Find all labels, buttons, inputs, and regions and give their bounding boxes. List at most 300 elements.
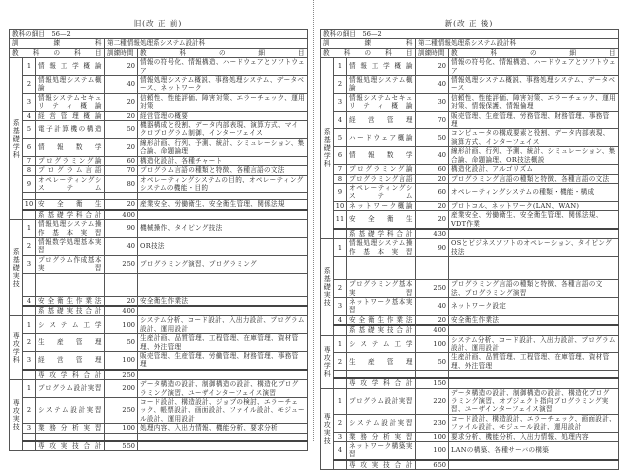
row-number: [23, 273, 36, 296]
curriculum-table: [320, 29, 619, 470]
section-group-label: 専攻学科: [10, 316, 23, 380]
total-label: 専攻実技合計: [36, 441, 105, 451]
table-row: [321, 353, 619, 371]
training-hours: 250: [416, 280, 449, 298]
subject-detail: プログラム言語の種類と特徴、各種言語の文法: [138, 166, 308, 175]
section-group-label: 系基礎実技: [321, 239, 334, 335]
subject-name: プログラム設計実習: [36, 380, 105, 398]
row-number: 2: [334, 414, 347, 432]
page-divider: [313, 0, 314, 441]
table-row: [321, 297, 619, 315]
subject-name: 安全衛生作業法: [347, 315, 416, 325]
total-label: 系基礎実技合計: [36, 306, 105, 316]
total-row: [321, 229, 619, 239]
subject-detail: [449, 378, 619, 388]
row-number: 3: [334, 93, 347, 111]
subject-detail: 販売管理、生産管理、労働管理、財務管理、事務管理: [138, 352, 308, 370]
row-number: 1: [334, 239, 347, 257]
total-label: 系基礎学科合計: [36, 210, 105, 220]
subject-name: [36, 433, 105, 441]
subject-detail: 販売管理、生産管理、労務管理、財務管理、事務管理: [449, 111, 619, 129]
subject-name: プログラミング論: [347, 165, 416, 174]
subject-name: 電子計算機の構造: [36, 121, 105, 139]
training-hours: [105, 193, 138, 200]
subject-name: ハードウェア概論: [347, 129, 416, 147]
row-number: 1: [334, 58, 347, 76]
row-number: 5: [334, 129, 347, 147]
table-row: [321, 111, 619, 129]
subject-detail: 機械操作、タイピング技法: [138, 220, 308, 238]
table-row: [10, 58, 308, 76]
row-number: 9: [334, 183, 347, 201]
subject-name: 情報数学: [36, 138, 105, 156]
table-row: [321, 335, 619, 353]
training-hours: 50: [416, 129, 449, 147]
table-row: [10, 121, 308, 139]
row-number: 1: [23, 220, 36, 238]
section-group-label: 系基礎実技: [10, 220, 23, 316]
table-row: [321, 280, 619, 298]
total-row: [10, 441, 308, 451]
table-row: [10, 255, 308, 273]
training-hours: 90: [416, 239, 449, 257]
training-hours: 220: [416, 388, 449, 414]
subject-detail: 経営管理の概要: [138, 111, 308, 120]
subject-name: 情報数学: [347, 147, 416, 165]
curriculum-table: [9, 29, 308, 451]
training-hours: 70: [416, 111, 449, 129]
row-number: 1: [23, 316, 36, 334]
course-row: [10, 39, 308, 48]
table-row: [10, 93, 308, 111]
subject-detail: 産業安全、労働衛生、安全衛生管理、関係法規: [138, 200, 308, 210]
course-name: 第二種情報処理系システム設計科: [416, 39, 619, 48]
subject-name: 生産管理: [347, 353, 416, 371]
training-hours: 20: [416, 201, 449, 210]
panel-title: 旧(改 正 前): [133, 19, 183, 28]
course-label: 訓 練 科: [321, 39, 416, 48]
subject-name: オペレーティングシステム: [36, 175, 105, 193]
row-number: 2: [334, 280, 347, 298]
subject-name: システム工学: [347, 335, 416, 353]
row-number: 3: [23, 255, 36, 273]
subject-detail: 線形計画、行列、予測、統計、シミュレーション、集合論、命題論理: [138, 138, 308, 156]
course-row: [321, 39, 619, 48]
row-number: 7: [23, 156, 36, 165]
subject-detail: [138, 273, 308, 296]
total-label: 系基礎実技合計: [347, 325, 416, 335]
subject-detail: [138, 441, 308, 451]
row-number: 11: [334, 211, 347, 229]
total-hours: 150: [416, 378, 449, 388]
total-row: [321, 460, 619, 470]
total-row: [10, 306, 308, 316]
table-row: [10, 352, 308, 370]
subject-detail: OR技法: [138, 237, 308, 255]
training-hours: 40: [416, 297, 449, 315]
subject-name: プログラム作成基本実習: [36, 255, 105, 273]
section-group-label: 専攻実技: [10, 380, 23, 451]
subject-detail: [138, 210, 308, 220]
training-hours: 40: [105, 237, 138, 255]
subject-detail: 情報の符号化、情報構造、ハードウェアとソフトウェア: [449, 58, 619, 76]
subject-name: システム設計実習: [347, 414, 416, 432]
section-group-label: 専攻実技: [321, 388, 334, 470]
header-subject: 教科の科目: [10, 48, 105, 57]
row-number: 8: [23, 166, 36, 175]
row-number: 1: [23, 58, 36, 76]
training-hours: 20: [105, 296, 138, 306]
subject-detail: 信頼性、性能評価、障害対策、エラーチェック、運用対策、情報保護、情報倫理: [449, 93, 619, 111]
subject-detail: [449, 371, 619, 379]
row-number: 3: [334, 432, 347, 441]
training-hours: 100: [105, 316, 138, 334]
subject-name: 情報システムセキュリティ概論: [36, 93, 105, 111]
subject-detail: 情報の符号化、情報構造、ハードウェアとソフトウェア: [138, 58, 308, 76]
header-row: [321, 48, 619, 57]
row-number: 1: [334, 388, 347, 414]
subject-name: プログラム言語: [36, 166, 105, 175]
row-number: 10: [23, 200, 36, 210]
row-number: [334, 229, 347, 239]
total-label: 専攻実技合計: [347, 460, 416, 470]
header-detail: 教科の細目: [449, 48, 619, 57]
table-row: [321, 414, 619, 432]
training-hours: 20: [105, 200, 138, 210]
course-name: 第二種情報処理系システム設計科: [105, 39, 308, 48]
row-number: [23, 370, 36, 380]
training-hours: 250: [105, 398, 138, 424]
row-number: 3: [23, 352, 36, 370]
training-hours: 50: [105, 334, 138, 352]
table-row: [10, 200, 308, 210]
table-row: [321, 129, 619, 147]
table-row: [10, 334, 308, 352]
training-hours: 100: [105, 424, 138, 433]
subject-name: 経営管理: [36, 352, 105, 370]
subject-name: 安全衛生作業法: [36, 296, 105, 306]
table-row: [10, 398, 308, 424]
row-number: 9: [23, 175, 36, 193]
subject-detail: 情報処理システム概説、事務処理システム、データベース、ネットワーク: [138, 76, 308, 94]
subject-name: 情報工学概論: [347, 58, 416, 76]
table-row: [10, 296, 308, 306]
row-number: 2: [23, 398, 36, 424]
total-hours: 550: [105, 441, 138, 451]
row-number: 4: [334, 315, 347, 325]
total-label: 系基礎学科合計: [347, 229, 416, 239]
header-hours: 訓練時間: [416, 48, 449, 57]
subject-detail: 線形計画、行列、予測、統計、シミュレーション、集合論、命題論理、OR技法概説: [449, 147, 619, 165]
subject-name: [36, 273, 105, 296]
total-hours: 400: [105, 210, 138, 220]
table-row: [10, 316, 308, 334]
empty-row: [10, 273, 308, 296]
table-row: [10, 166, 308, 175]
subject-detail: システム分析、コード設計、入出力設計、プログラム設計、運用設計: [449, 335, 619, 353]
row-number: 5: [23, 121, 36, 139]
subject-detail: プロトコル、ネットワーク(LAN、WAN): [449, 201, 619, 210]
row-number: 2: [334, 353, 347, 371]
total-hours: 250: [105, 370, 138, 380]
subject-detail: 信頼性、性能評価、障害対策、エラーチェック、運用対策: [138, 93, 308, 111]
subject-name: 安全衛生: [347, 211, 416, 229]
table-caption: 教科の細目 56—2: [321, 30, 619, 39]
subject-detail: [449, 460, 619, 470]
table-row: [10, 237, 308, 255]
row-number: 1: [334, 335, 347, 353]
subject-detail: 情報処理システム概説、事務処理システム、データベース: [449, 76, 619, 94]
table-row: [321, 315, 619, 325]
subject-name: [347, 371, 416, 379]
subject-detail: 要求分析、機能分析、入出力情報、処理内容: [449, 432, 619, 441]
table-row: [10, 175, 308, 193]
total-row: [321, 325, 619, 335]
row-number: 4: [23, 296, 36, 306]
row-number: [23, 433, 36, 441]
table-row: [10, 76, 308, 94]
row-number: 4: [334, 442, 347, 460]
row-number: [334, 257, 347, 280]
training-hours: 100: [416, 432, 449, 441]
row-number: 8: [334, 174, 347, 183]
subject-name: プログラミング基本実習: [347, 280, 416, 298]
empty-row: [10, 193, 308, 200]
row-number: 2: [334, 76, 347, 94]
table-row: [321, 183, 619, 201]
subject-name: 情報処理システム概論: [36, 76, 105, 94]
subject-name: 経営管理概論: [36, 111, 105, 120]
header-detail: 教科の細目: [138, 48, 308, 57]
training-hours: 20: [416, 174, 449, 183]
section-group-label: 系基礎学科: [321, 58, 334, 239]
section-group-label: 専攻学科: [321, 335, 334, 388]
subject-name: 情報処理システム操作基本実習: [347, 239, 416, 257]
training-hours: 20: [416, 211, 449, 229]
course-label: 訓 練 科: [10, 39, 105, 48]
subject-detail: オペレーティングシステムの目的、オペレーティングシステムの機能・目的: [138, 175, 308, 193]
row-number: 3: [334, 297, 347, 315]
training-hours: [105, 273, 138, 296]
table-caption: 教科の細目 56—2: [10, 30, 308, 39]
table-row: [321, 93, 619, 111]
subject-name: 生産管理: [36, 334, 105, 352]
table-row: [10, 220, 308, 238]
row-number: [23, 306, 36, 316]
subject-detail: オペレーティングシステムの種類・機能・構成: [449, 183, 619, 201]
caption-row: [10, 30, 308, 39]
subject-detail: [138, 433, 308, 441]
subject-detail: [138, 193, 308, 200]
empty-row: [321, 257, 619, 280]
empty-row: [10, 433, 308, 441]
total-hours: 400: [105, 306, 138, 316]
subject-detail: ネットワーク設定: [449, 297, 619, 315]
training-hours: 30: [416, 93, 449, 111]
total-hours: 430: [416, 229, 449, 239]
training-hours: [105, 433, 138, 441]
subject-detail: 構造化設計、各種チャート: [138, 156, 308, 165]
subject-detail: OSとビジネスソフトのオペレーション、タイピング技法: [449, 239, 619, 257]
subject-name: 情報処理システム操作基本実習: [36, 220, 105, 238]
table-row: [10, 111, 308, 120]
subject-detail: プログラミング言語の種類と特徴、各種言語の文法: [449, 174, 619, 183]
row-number: [23, 193, 36, 200]
training-hours: 20: [105, 93, 138, 111]
subject-name: ネットワーク概論: [347, 201, 416, 210]
row-number: 6: [23, 138, 36, 156]
training-hours: 70: [105, 166, 138, 175]
row-number: [334, 325, 347, 335]
training-hours: 20: [416, 58, 449, 76]
table-row: [321, 76, 619, 94]
table-row: [321, 58, 619, 76]
table-row: [10, 156, 308, 165]
training-hours: 20: [105, 111, 138, 120]
training-hours: 90: [105, 220, 138, 238]
subject-name: [36, 193, 105, 200]
subject-name: プログラミング論: [36, 156, 105, 165]
table-row: [321, 211, 619, 229]
training-hours: 60: [416, 165, 449, 174]
subject-detail: [138, 370, 308, 380]
training-hours: 60: [105, 156, 138, 165]
table-row: [321, 147, 619, 165]
header-subject: 教科の科目: [321, 48, 416, 57]
table-row: [321, 442, 619, 460]
subject-detail: 安全衛生作業法: [449, 315, 619, 325]
row-number: 10: [334, 201, 347, 210]
subject-detail: 安全衛生作業法: [138, 296, 308, 306]
training-hours: 40: [105, 76, 138, 94]
subject-detail: 構造化設計、アルゴリズム: [449, 165, 619, 174]
section-group-label: 系基礎学科: [10, 58, 23, 220]
panel-after-revision: [320, 18, 618, 470]
caption-row: [321, 30, 619, 39]
training-hours: 20: [105, 138, 138, 156]
table-row: [10, 424, 308, 433]
subject-name: プログラミング言語: [347, 174, 416, 183]
subject-name: 情報システムセキュリティ概論: [347, 93, 416, 111]
subject-detail: コード設計、構造設計、エラーチェック、画面設計、ファイル設計、モジュール設計、運用設計: [449, 414, 619, 432]
table-row: [321, 165, 619, 174]
row-number: [23, 441, 36, 451]
training-hours: 50: [416, 353, 449, 371]
subject-detail: プログラミング言語の種類と特徴、各種言語の文法、プログラミング演習: [449, 280, 619, 298]
training-hours: 80: [105, 175, 138, 193]
subject-detail: [449, 325, 619, 335]
table-row: [321, 201, 619, 210]
total-label: 専攻学科合計: [36, 370, 105, 380]
row-number: 2: [23, 76, 36, 94]
table-row: [10, 380, 308, 398]
row-number: 2: [23, 237, 36, 255]
subject-detail: 生産計画、品質管理、工程管理、在庫管理、資材管理、外注管理: [449, 353, 619, 371]
subject-detail: LANの構築、各種サーバの構築: [449, 442, 619, 460]
row-number: [23, 210, 36, 220]
row-number: 3: [23, 93, 36, 111]
training-hours: 100: [416, 442, 449, 460]
header-hours: 訓練時間: [105, 48, 138, 57]
subject-name: システム工学: [36, 316, 105, 334]
total-label: 専攻学科合計: [347, 378, 416, 388]
subject-detail: 生産計画、品質管理、工程管理、在庫管理、資材管理、外注管理: [138, 334, 308, 352]
total-row: [321, 378, 619, 388]
row-number: 2: [23, 334, 36, 352]
row-number: 4: [334, 111, 347, 129]
training-hours: 50: [105, 121, 138, 139]
subject-detail: 機器構成と役割、データ内部表現、演算方式、マイクロプログラム制御、インターフェイス: [138, 121, 308, 139]
training-hours: 230: [416, 414, 449, 432]
subject-detail: コンピュータの構成要素と役割、データ内部表現、演算方式、インターフェイス: [449, 129, 619, 147]
subject-detail: データ構造の設計、制御構造の設計、構造化プログラミング演習、オブジェクト指向プログラミング実習、ユーザインターフェイス演習: [449, 388, 619, 414]
table-row: [10, 138, 308, 156]
subject-name: オペレーティングシステム: [347, 183, 416, 201]
total-row: [10, 370, 308, 380]
panel-before-revision: [9, 18, 307, 451]
subject-name: プログラム設計実習: [347, 388, 416, 414]
table-row: [321, 174, 619, 183]
training-hours: 40: [416, 147, 449, 165]
training-hours: 100: [105, 352, 138, 370]
table-row: [321, 239, 619, 257]
table-row: [321, 388, 619, 414]
subject-name: 情報処理システム概論: [347, 76, 416, 94]
training-hours: 250: [105, 255, 138, 273]
subject-detail: プログラミング演習、プログラミング: [138, 255, 308, 273]
row-number: 6: [334, 147, 347, 165]
row-number: 1: [23, 380, 36, 398]
subject-name: 経営管理: [347, 111, 416, 129]
training-hours: 200: [105, 380, 138, 398]
training-hours: 20: [105, 58, 138, 76]
subject-name: システム設計実習: [36, 398, 105, 424]
subject-name: [347, 257, 416, 280]
subject-detail: システム分析、コード設計、入出力設計、プログラム設計、運用設計: [138, 316, 308, 334]
training-hours: 40: [416, 76, 449, 94]
subject-name: 情報工学概論: [36, 58, 105, 76]
table-row: [321, 432, 619, 441]
row-number: 7: [334, 165, 347, 174]
panel-title: 新(改 正 後): [444, 19, 494, 28]
subject-detail: コード設計、構造設計、ジョブの検討、エラーチェック、帳票設計、画面設計、ファイル設計、モジュール設計、運用設計: [138, 398, 308, 424]
row-number: [334, 460, 347, 470]
row-number: 4: [23, 111, 36, 120]
subject-name: 業務分析実習: [347, 432, 416, 441]
row-number: [334, 378, 347, 388]
training-hours: [416, 257, 449, 280]
total-hours: 650: [416, 460, 449, 470]
total-hours: 400: [416, 325, 449, 335]
header-row: [10, 48, 308, 57]
subject-name: ネットワーク基本実習: [347, 297, 416, 315]
training-hours: 60: [416, 183, 449, 201]
training-hours: 100: [416, 335, 449, 353]
row-number: 3: [23, 424, 36, 433]
subject-detail: データ構造の設計、制御構造の設計、構造化プログラミング演習、ユーザインターフェイス演習: [138, 380, 308, 398]
total-row: [10, 210, 308, 220]
subject-detail: [138, 306, 308, 316]
subject-detail: [449, 257, 619, 280]
subject-detail: 処理内容、入出力情報、機能分析、要求分析: [138, 424, 308, 433]
subject-name: 安全衛生: [36, 200, 105, 210]
training-hours: 20: [416, 315, 449, 325]
subject-name: 業務分析実習: [36, 424, 105, 433]
subject-detail: 産業安全、労働衛生、安全衛生管理、関係法規、VDT作業: [449, 211, 619, 229]
training-hours: [416, 371, 449, 379]
subject-detail: [449, 229, 619, 239]
subject-name: 情報数学処理基本実習: [36, 237, 105, 255]
